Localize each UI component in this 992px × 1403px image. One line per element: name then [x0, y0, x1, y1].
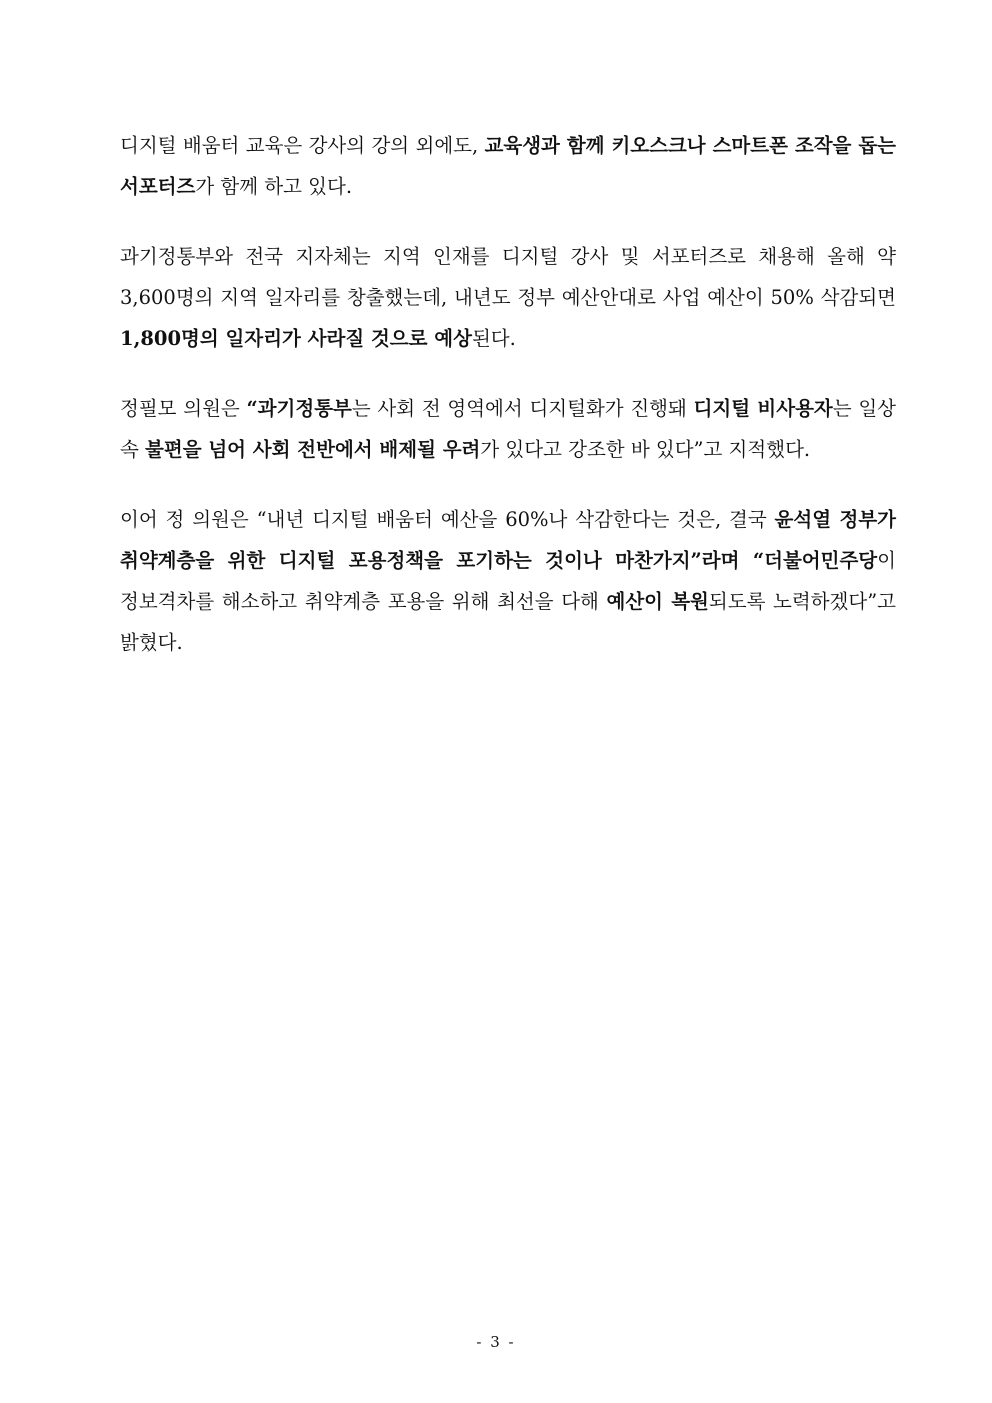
text-run: 가 있다고 강조한 바 있다”고 지적했다. [480, 438, 811, 461]
paragraph-1 [120, 125, 896, 207]
bold-text-run: 예산이 복원 [606, 590, 709, 613]
text-run: 이 정보격차를 해소하고 취약계층 포용을 위해 최선을 다해 [120, 549, 896, 613]
paragraph-3 [120, 388, 896, 470]
body-text [120, 125, 896, 692]
text-run: 된다. [471, 327, 516, 350]
paragraph-2 [120, 236, 896, 359]
bold-text-run: 교육생과 함께 키오스크나 스마트폰 조작을 돕는 서포터즈 [120, 134, 896, 198]
paragraph-4 [120, 499, 896, 663]
text-run: 되도록 노력하겠다”고 밝혔다. [120, 590, 896, 654]
text-run: 가 함께 하고 있다. [195, 175, 353, 198]
text-run: 디지털 배움터 교육은 강사의 강의 외에도, [120, 134, 485, 157]
bold-text-run: 불편을 넘어 사회 전반에서 배제될 우려 [145, 438, 481, 461]
page-number: - 3 - [476, 1333, 516, 1351]
text-run: 정필모 의원은 [120, 397, 247, 420]
text-run: 는 사회 전 영역에서 디지털화가 진행돼 [351, 397, 694, 420]
bold-text-run: 디지털 비사용자 [693, 397, 833, 420]
text-run: 이어 정 의원은 “내년 디지털 배움터 예산을 60%나 삭감한다는 것은, 결국 [120, 508, 775, 531]
text-run: 과기정통부와 전국 지자체는 지역 인재를 디지털 강사 및 서포터즈로 채용해 올해 약 3,600명의 지역 일자리를 창출했는데, 내년도 정부 예산안대로 사업 예산이 50% 삭감되면 [120, 245, 896, 309]
bold-text-run: 윤석열 정부가 취약계층을 위한 디지털 포용정책을 포기하는 것이나 마찬가지”라며 “더불어민주당 [120, 508, 896, 572]
text-run: 는 일상 속 [120, 397, 896, 461]
bold-text-run: 1,800명의 일자리가 사라질 것으로 예상 [120, 327, 472, 350]
bold-text-run: “과기정통부 [246, 397, 352, 420]
